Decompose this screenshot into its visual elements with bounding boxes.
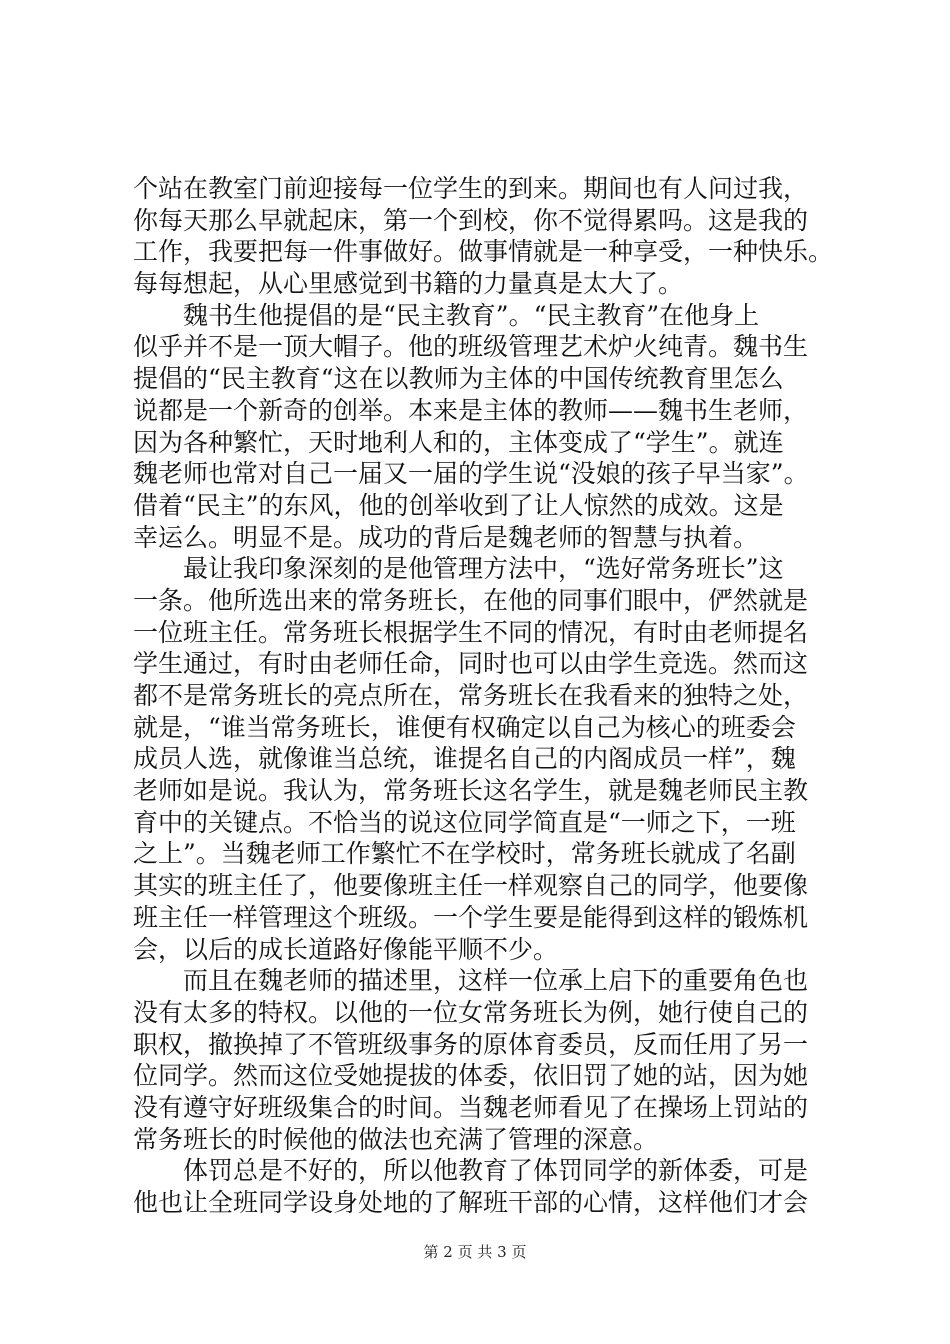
text-line: 他也让全班同学设身处地的了解班干部的心情，这样他们才会: [133, 1188, 809, 1217]
text-line: 魏老师也常对自己一届又一届的学生说“没娘的孩子早当家”。: [133, 459, 809, 489]
text-line: 个站在教室门前迎接每一位学生的到来。期间也有人问过我，: [133, 174, 809, 203]
text-line: 常务班长的时候他的做法也充满了管理的深意。: [133, 1124, 659, 1154]
body-text: [133, 173, 853, 1219]
text-line: 幸运么。明显不是。成功的背后是魏老师的智慧与执着。: [133, 522, 759, 552]
text-line: 而且在魏老师的描述里，这样一位承上启下的重要角色也: [133, 966, 809, 996]
text-line: 借着“民主”的东风，他的创举收到了让人惊然的成效。这是: [133, 490, 784, 520]
text-line: 职权，撤换掉了不管班级事务的原体育委员，反而任用了另一: [133, 1029, 809, 1059]
text-line: 班主任一样管理这个班级。一个学生要是能得到这样的锻炼机: [133, 902, 809, 932]
text-line: 学生通过，有时由老师任命，同时也可以由学生竞选。然而这: [133, 649, 809, 679]
text-line: 你每天那么早就起床，第一个到校，你不觉得累吗。这是我的: [133, 205, 809, 235]
text-line: 会，以后的成长道路好像能平顺不少。: [133, 934, 559, 964]
text-line: 都不是常务班长的亮点所在，常务班长在我看来的独特之处，: [133, 681, 809, 710]
text-line: 工作，我要把每一件事做好。做事情就是一种享受，一种快乐。: [133, 237, 834, 267]
text-line: 位同学。然而这位受她提拔的体委，依旧罚了她的站，因为她: [133, 1061, 809, 1091]
text-line: 老师如是说。我认为，常务班长这名学生，就是魏老师民主教: [133, 776, 809, 806]
text-line: 其实的班主任了，他要像班主任一样观察自己的同学，他要像: [133, 871, 809, 901]
text-line: 没有太多的特权。以他的一位女常务班长为例，她行使自己的: [133, 997, 809, 1027]
text-line: 提倡的“民主教育“这在以教师为主体的中国传统教育里怎么: [133, 364, 784, 394]
text-line: 说都是一个新奇的创举。本来是主体的教师——魏书生老师，: [133, 395, 809, 425]
text-line: 魏书生他提倡的是“民主教育”。“民主教育”在他身上: [133, 300, 760, 330]
text-line: 因为各种繁忙，天时地利人和的，主体变成了“学生”。就连: [133, 427, 784, 457]
text-line: 一位班主任。常务班长根据学生不同的情况，有时由老师提名: [133, 617, 809, 647]
text-line: 体罚总是不好的，所以他教育了体罚同学的新体委，可是: [133, 1156, 809, 1186]
page-footer: 第 2 页 共 3 页: [423, 1243, 527, 1261]
text-line: 之上”。当魏老师工作繁忙不在学校时，常务班长就成了名副: [133, 839, 796, 869]
text-line: 成员人选，就像谁当总统，谁提名自己的内阁成员一样”，魏: [133, 744, 796, 774]
text-line: 没有遵守好班级集合的时间。当魏老师看见了在操场上罚站的: [133, 1092, 809, 1122]
text-line: 每每想起，从心里感觉到书籍的力量真是太大了。: [133, 269, 684, 299]
text-line: 一条。他所选出来的常务班长，在他的同事们眼中，俨然就是: [133, 585, 809, 615]
text-line: 就是，“谁当常务班长，谁便有权确定以自己为核心的班委会: [133, 712, 796, 742]
text-line: 育中的关键点。不恰当的说这位同学简直是“一师之下，一班: [133, 807, 796, 837]
text-line: 似乎并不是一顶大帽子。他的班级管理艺术炉火纯青。魏书生: [133, 332, 809, 362]
text-line: 最让我印象深刻的是他管理方法中，“选好常务班长”这: [133, 554, 784, 584]
